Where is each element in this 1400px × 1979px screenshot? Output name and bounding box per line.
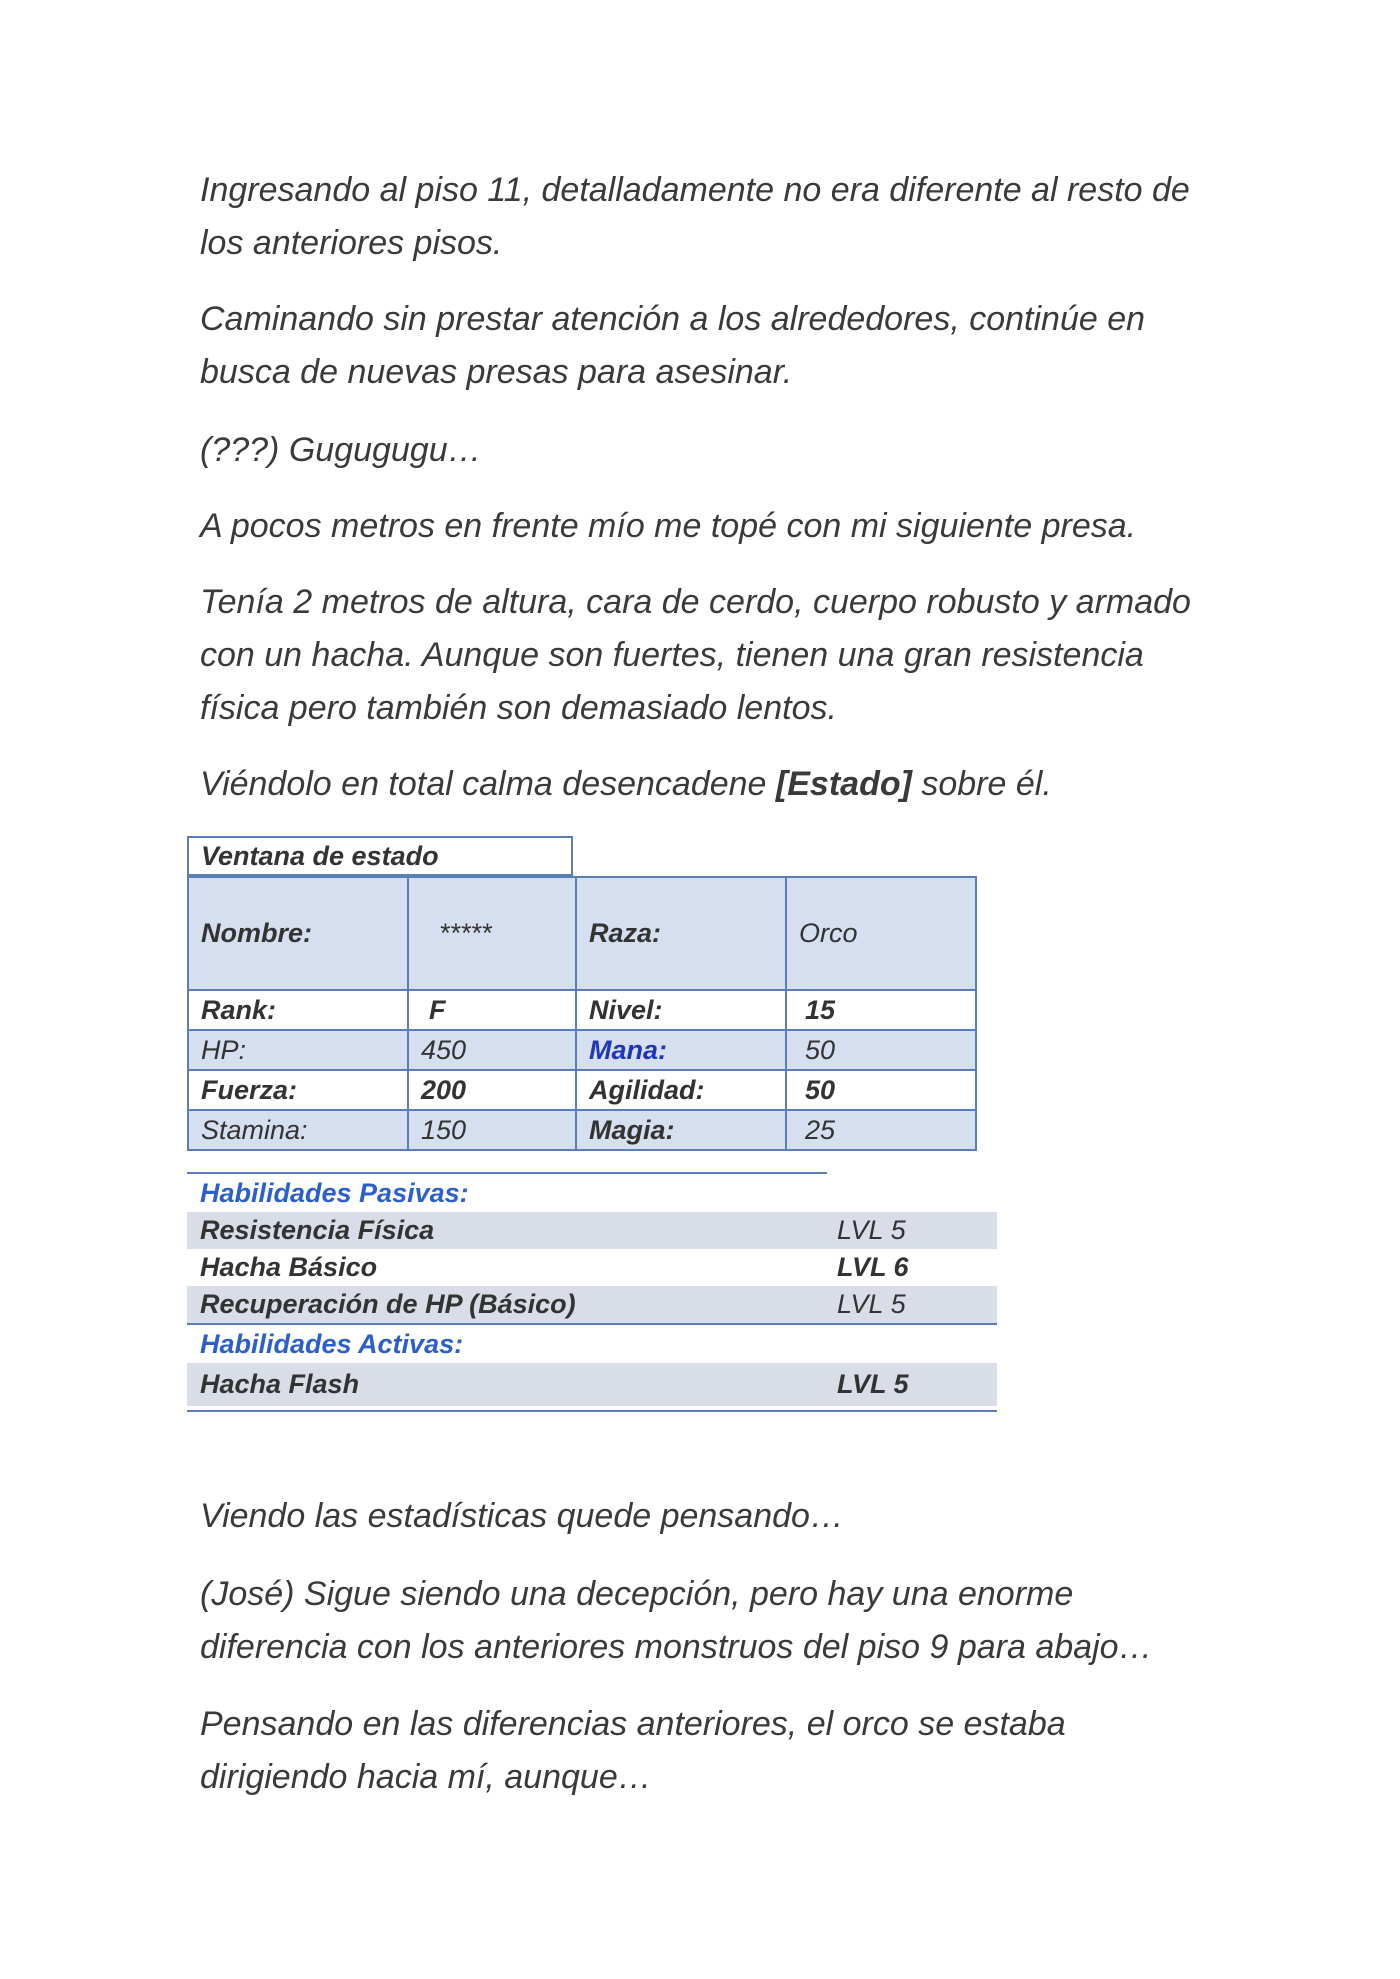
paragraph-viewing-stats: Viendo las estadísticas quede pensando…	[200, 1497, 844, 1535]
paragraph-next-prey: A pocos metros en frente mío me topé con mi siguiente presa.	[200, 507, 1137, 545]
paragraph-walking: Caminando sin prestar atención a los alrededores, continúe en busca de nuevas presas para asesinar.	[200, 300, 1146, 391]
paragraph-jose: (José) Sigue siendo una decepción, pero hay una enorme diferencia con los anteriores monstruos del piso 9 para abajo…	[200, 1575, 1153, 1666]
nombre-label: Nombre:	[188, 877, 408, 990]
fuerza-value: 200	[408, 1070, 576, 1110]
active-skills-heading	[187, 1323, 997, 1363]
paragraph-orc-approaching: Pensando en las diferencias anteriores, el orco se estaba dirigiendo hacia mí, aunque…	[200, 1705, 1066, 1796]
agilidad-value: 50	[786, 1070, 976, 1110]
skill-name: Resistencia Física	[200, 1215, 435, 1245]
stat-row	[188, 1070, 976, 1110]
magia-label: Magia:	[576, 1110, 786, 1150]
skill-level: LVL 6	[837, 1252, 909, 1282]
stat-row	[188, 990, 976, 1030]
skill-name: Hacha Flash	[200, 1369, 360, 1399]
skill-name: Recuperación de HP (Básico)	[200, 1289, 576, 1319]
passive-skills-heading	[187, 1172, 997, 1212]
magia-value: 25	[786, 1110, 976, 1150]
rank-value: F	[408, 990, 576, 1030]
active-skill-item	[187, 1363, 997, 1406]
estado-keyword: [Estado]	[775, 765, 912, 803]
raza-label: Raza:	[576, 877, 786, 990]
estado-text-before: Viéndolo en total calma desencadene	[200, 765, 776, 803]
status-header-row	[188, 877, 976, 990]
divider-line	[187, 1410, 997, 1412]
passive-skill-item	[187, 1212, 997, 1249]
agilidad-label: Agilidad:	[576, 1070, 786, 1110]
stat-row	[188, 1030, 976, 1070]
mana-label: Mana:	[576, 1030, 786, 1070]
skill-level: LVL 5	[837, 1215, 906, 1245]
active-skills-heading-text: Habilidades Activas:	[200, 1329, 464, 1359]
hp-value: 450	[408, 1030, 576, 1070]
raza-value: Orco	[786, 877, 976, 990]
hp-label: HP:	[188, 1030, 408, 1070]
paragraph-floor-11: Ingresando al piso 11, detalladamente no era diferente al resto de los anteriores pisos.	[200, 171, 1190, 262]
passive-skill-item	[187, 1286, 997, 1323]
paragraph-estado	[200, 758, 1200, 811]
stamina-value: 150	[408, 1110, 576, 1150]
stamina-label: Stamina:	[188, 1110, 408, 1150]
skills-section	[187, 1172, 997, 1406]
passive-skill-item	[187, 1249, 997, 1286]
nivel-value: 15	[786, 990, 976, 1030]
passive-skills-heading-text: Habilidades Pasivas:	[200, 1178, 469, 1208]
divider-line	[187, 1172, 827, 1174]
mana-value: 50	[786, 1030, 976, 1070]
fuerza-label: Fuerza:	[188, 1070, 408, 1110]
nivel-label: Nivel:	[576, 990, 786, 1030]
nombre-value: *****	[408, 877, 576, 990]
rank-label: Rank:	[188, 990, 408, 1030]
skill-level: LVL 5	[837, 1289, 906, 1319]
paragraph-orc-description: Tenía 2 metros de altura, cara de cerdo, cuerpo robusto y armado con un hacha. Aunque son fuertes, tienen una gran resistencia física pero también son demasiado lentos.	[200, 583, 1191, 727]
status-window-title: Ventana de estado	[187, 836, 573, 876]
estado-text-after: sobre él.	[911, 765, 1052, 803]
status-window-table	[187, 876, 977, 1151]
paragraph-gugugugu: (???) Gugugugu…	[200, 431, 482, 469]
skill-level: LVL 5	[837, 1369, 909, 1399]
stat-row	[188, 1110, 976, 1150]
skill-name: Hacha Básico	[200, 1252, 378, 1282]
